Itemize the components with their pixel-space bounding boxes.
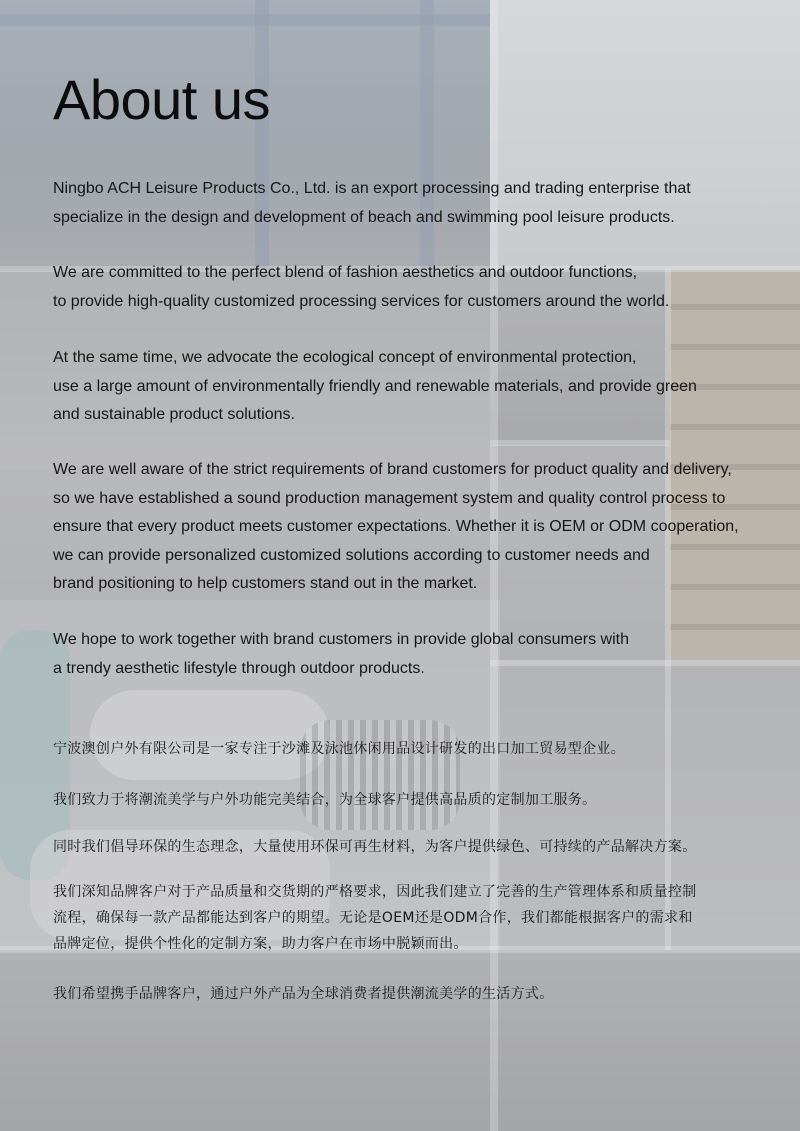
chinese-paragraph-eco-concept: [53, 834, 697, 860]
text-line: use a large amount of environmentally friendly and renewable materials, and provide green: [53, 377, 697, 395]
english-paragraph-quality-control: [53, 456, 739, 599]
chinese-paragraph-quality-control: [53, 879, 697, 957]
text-line: a trendy aesthetic lifestyle through outdoor products.: [53, 659, 425, 677]
text-line: 品牌定位，提供个性化的定制方案，助力客户在市场中脱颖而出。: [53, 936, 468, 952]
text-line: so we have established a sound production management system and quality control process to: [53, 489, 726, 507]
text-line: 我们致力于将潮流美学与户外功能完美结合，为全球客户提供高品质的定制加工服务。: [53, 792, 597, 808]
text-line: We are committed to the perfect blend of fashion aesthetics and outdoor functions,: [53, 264, 638, 281]
text-line: brand positioning to help customers stand out in the market.: [53, 575, 478, 592]
text-line: to provide high-quality customized processing services for customers around the world.: [53, 292, 670, 310]
text-line: 同时我们倡导环保的生态理念，大量使用环保可再生材料，为客户提供绿色、可持续的产品解决方案。: [53, 839, 697, 855]
chinese-paragraph-commitment: [53, 787, 596, 813]
text-line: we can provide personalized customized solutions according to customer needs and: [53, 546, 650, 564]
text-line: 流程，确保每一款产品都能达到客户的期望。无论是OEM还是ODM合作，我们都能根据客户的需求和: [53, 910, 693, 926]
text-line: specialize in the design and development of beach and swimming pool leisure products.: [53, 208, 675, 226]
text-line: ensure that every product meets customer expectations. Whether it is OEM or ODM cooperation,: [53, 518, 739, 535]
chinese-paragraph-vision: [53, 981, 554, 1007]
english-paragraph-eco-concept: [53, 344, 697, 430]
text-line: We are well aware of the strict requirements of brand customers for product quality and delivery,: [53, 461, 732, 478]
chinese-paragraph-company-intro: [53, 736, 625, 762]
text-line: 我们深知品牌客户对于产品质量和交货期的严格要求，因此我们建立了完善的生产管理体系和质量控制: [53, 884, 697, 900]
english-paragraph-company-intro: [53, 175, 691, 232]
english-paragraph-commitment: [53, 259, 669, 316]
text-line: Ningbo ACH Leisure Products Co., Ltd. is an export processing and trading enterprise that: [53, 180, 691, 197]
text-line: At the same time, we advocate the ecological concept of environmental protection,: [53, 349, 637, 366]
page-title: About us: [53, 68, 271, 131]
text-line: We hope to work together with brand customers in provide global consumers with: [53, 631, 629, 648]
text-line: and sustainable product solutions.: [53, 406, 295, 423]
text-line: 宁波澳创户外有限公司是一家专注于沙滩及泳池休闲用品设计研发的出口加工贸易型企业。: [53, 741, 625, 757]
text-line: 我们希望携手品牌客户，通过户外产品为全球消费者提供潮流美学的生活方式。: [53, 986, 554, 1002]
english-paragraph-vision: [53, 626, 629, 683]
